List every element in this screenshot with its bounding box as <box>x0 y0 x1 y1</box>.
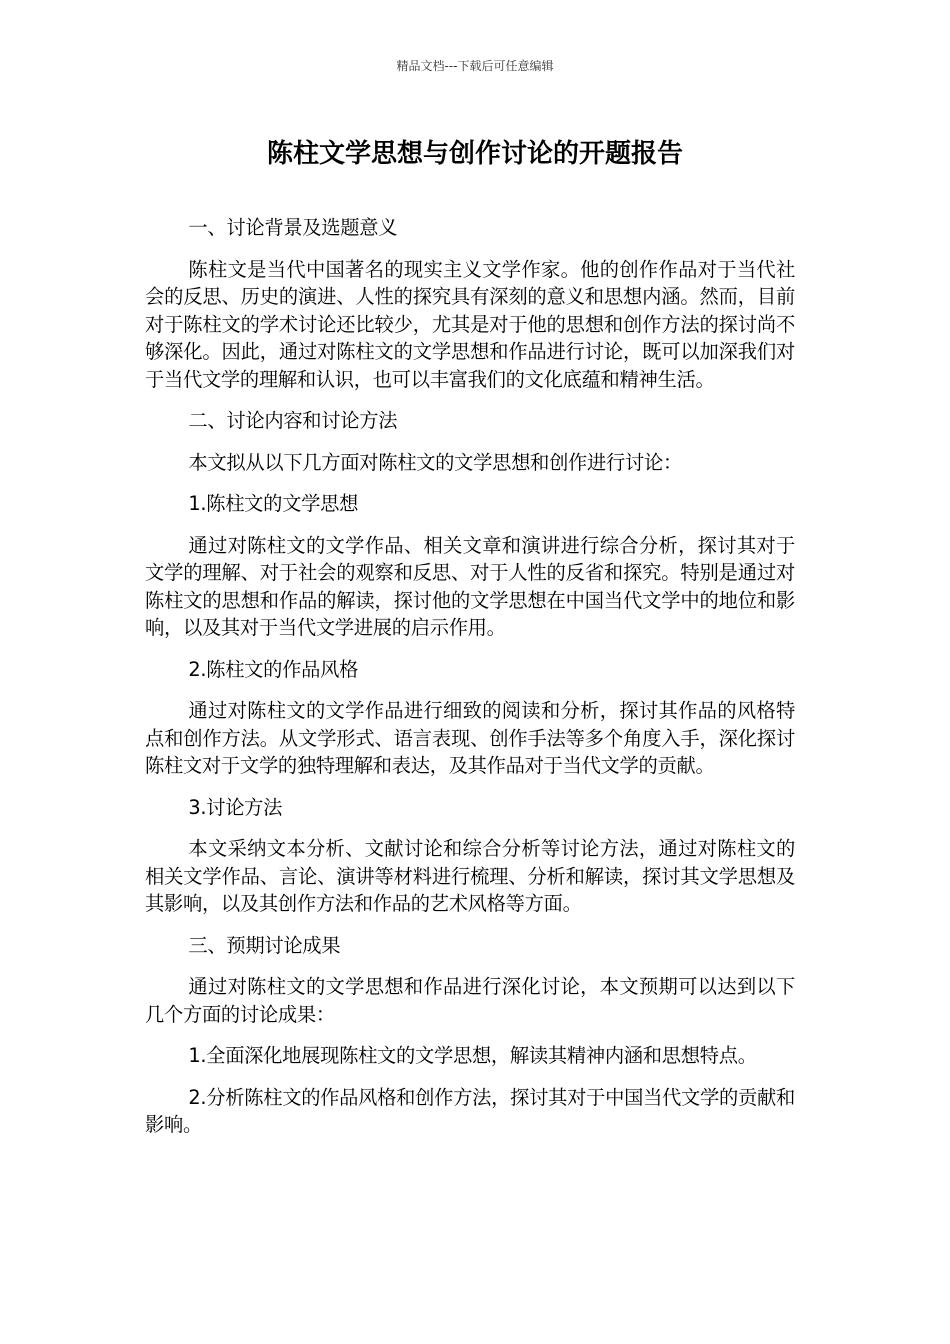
paragraph-expected-intro: 通过对陈柱文的文学思想和作品进行深化讨论，本文预期可以达到以下几个方面的讨论成果： <box>145 975 795 1026</box>
paragraph-research-method: 本文采纳文本分析、文献讨论和综合分析等讨论方法，通过对陈柱文的相关文学作品、言论、演讲等材料进行梳理、分析和解读，探讨其文学思想及其影响，以及其创作方法和作品的艺术风格等方面。 <box>145 837 795 915</box>
subheading-research-method: 3.讨论方法 <box>188 795 283 819</box>
paragraph-intro: 本文拟从以下几方面对陈柱文的文学思想和创作进行讨论： <box>188 450 682 474</box>
document-title: 陈柱文学思想与创作讨论的开题报告 <box>266 139 683 169</box>
paragraph-work-style: 通过对陈柱文的文学作品进行细致的阅读和分析，探讨其作品的风格特点和创作方法。从文学形式、语言表现、创作手法等多个角度入手，深化探讨陈柱文对于文学的独特理解和表达，及其作品对于当代文学的贡献。 <box>145 699 795 777</box>
subheading-work-style: 2.陈柱文的作品风格 <box>188 657 359 681</box>
paragraph-expected-item-2: 2.分析陈柱文的作品风格和创作方法，探讨其对于中国当代文学的贡献和影响。 <box>145 1085 795 1136</box>
document-body <box>145 214 795 1153</box>
section-heading-background: 一、讨论背景及选题意义 <box>188 216 398 239</box>
section-heading-expected-results: 三、预期讨论成果 <box>188 933 341 957</box>
paragraph-expected-item-1: 1.全面深化地展现陈柱文的文学思想，解读其精神内涵和思想特点。 <box>188 1044 757 1067</box>
subheading-literary-thought: 1.陈柱文的文学思想 <box>188 492 359 515</box>
page-header: 精品文档---下载后可任意编辑 <box>396 59 554 73</box>
paragraph-literary-thought: 通过对陈柱文的文学作品、相关文章和演讲进行综合分析，探讨其对于文学的理解、对于社会的观察和反思、对于人性的反省和探究。特别是通过对陈柱文的思想和作品的解读，探讨他的文学思想在中国当代文学中的地位和影响，以及其对于当代文学进展的启示作用。 <box>145 533 795 639</box>
paragraph-background: 陈柱文是当代中国著名的现实主义文学作家。他的创作作品对于当代社会的反思、历史的演进、人性的探究具有深刻的意义和思想内涵。然而，目前对于陈柱文的学术讨论还比较少，尤其是对于他的思想和创作方法的探讨尚不够深化。因此，通过对陈柱文的文学思想和作品进行讨论，既可以加深我们对于当代文学的理解和认识，也可以丰富我们的文化底蕴和精神生活。 <box>145 257 795 391</box>
section-heading-content-method: 二、讨论内容和讨论方法 <box>188 409 398 432</box>
